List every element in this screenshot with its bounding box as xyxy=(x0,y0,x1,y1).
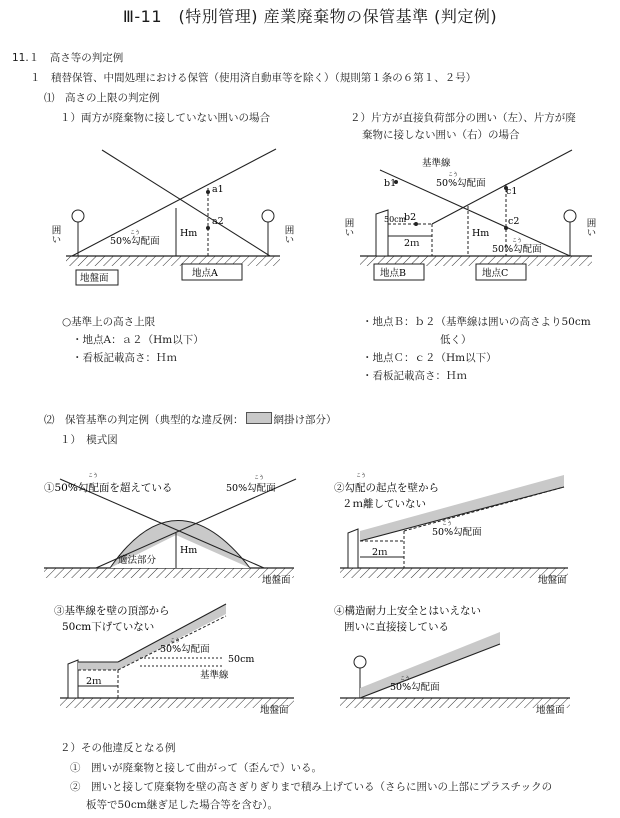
other-item-1: ① 囲いが廃棄物と接して曲がって（歪んで）いる。 xyxy=(70,762,322,774)
d3-slope-label: 50%勾配面 xyxy=(160,644,210,655)
d1-ground-label: 地盤面 xyxy=(262,575,291,586)
d3-cm50-label: 50cm xyxy=(228,654,255,665)
model-heading: １） 模式図 xyxy=(60,434,118,446)
wall-block xyxy=(348,529,358,568)
d1-title: ①50%勾配面を超えている xyxy=(44,482,173,494)
wall-left-label: 囲い xyxy=(49,225,61,244)
slope-label: 50%勾配面 xyxy=(110,236,160,247)
d3-title-2: 50cm下げていない xyxy=(62,621,155,633)
d2-2m-label: 2ｍ xyxy=(372,547,388,558)
wall-right-label: 囲い xyxy=(282,225,294,244)
base-label: 基準線 xyxy=(422,158,451,169)
d4-ground-label: 地盤面 xyxy=(536,705,565,716)
other-item-2-cont: 板等で50cm継ぎ足した場合等を含む）。 xyxy=(86,799,278,811)
wall-left-post xyxy=(72,210,84,222)
other-item-2: ② 囲いと接して廃棄物を壁の高さぎりぎりまで積み上げている（さらに囲いの上部にプラスチックの xyxy=(70,781,553,793)
slope-top-ruby: こう xyxy=(448,172,459,178)
d4-title-2: 囲いに直接接している xyxy=(344,621,449,633)
case2-note-1: ・地点Ｂ：ｂ２（基準線は囲いの高さより50cm xyxy=(362,316,591,328)
wall-left-label: 囲い xyxy=(342,218,354,237)
b2-label: b2 xyxy=(404,212,417,223)
d4-slope-label: 50%勾配面 xyxy=(390,682,440,693)
violation-diagram-3 xyxy=(40,598,310,720)
subsection-heading: １ 積替保管、中間処理における保管（使用済自動車等を除く）（規則第１条の６第１、２号） xyxy=(30,72,477,84)
case2-note-2: 低く） xyxy=(440,334,472,346)
hm-label: Hm xyxy=(472,228,490,239)
point-c-label: 地点C xyxy=(482,268,509,279)
case1-heading: １）両方が廃棄物に接していない囲いの場合 xyxy=(60,112,270,124)
d1-slope-label: 50%勾配面 xyxy=(226,483,276,494)
part1-heading: ⑴ 高さの上限の判定例 xyxy=(44,92,160,104)
case1-note-1: ○基準上の高さ上限 xyxy=(62,316,156,328)
d4-title-1: ④構造耐力上安全とはいえない xyxy=(334,605,481,617)
d1-hm-label: Hm xyxy=(180,545,198,556)
ground-hatch xyxy=(66,256,280,266)
hm-label: Hm xyxy=(180,228,198,239)
wall-post xyxy=(354,656,366,668)
ground-hatch xyxy=(340,568,568,578)
part2-heading xyxy=(44,412,337,427)
d2-slope-label: 50%勾配面 xyxy=(432,527,482,538)
m2-label: 2ｍ xyxy=(404,238,420,249)
d3-title-1: ③基準線を壁の頂部から xyxy=(54,605,170,617)
a1-label: a1 xyxy=(212,184,224,195)
ground-hatch xyxy=(44,568,294,578)
a2-dot xyxy=(206,226,210,230)
other-heading: ２）その他違反となる例 xyxy=(60,742,176,754)
wall-right-label: 囲い xyxy=(584,218,596,237)
point-a-label: 地点A xyxy=(192,268,218,279)
d3-ground-label: 地盤面 xyxy=(260,705,289,716)
c2-label: c2 xyxy=(508,216,520,227)
c1-label: c1 xyxy=(506,186,518,197)
violation-diagram-1 xyxy=(40,465,310,590)
part2-heading-post: 網掛け部分） xyxy=(273,414,337,426)
d2-slope-ruby: こう xyxy=(442,521,453,527)
d2-title-2: ２ｍ離していない xyxy=(342,498,426,510)
slope-bottom-label: 50%勾配面 xyxy=(492,244,542,255)
d3-slope-ruby: こう xyxy=(170,638,181,644)
legend-swatch xyxy=(246,412,272,424)
page-title: Ⅲ-11 (特別管理) 産業廃棄物の保管基準 (判定例) xyxy=(122,7,498,26)
case1-note-2: ・地点A：ａ２（Hm以下） xyxy=(72,334,204,346)
point-b-label: 地点B xyxy=(380,268,406,279)
ground-label: 地盤面 xyxy=(80,273,109,284)
case2-note-4: ・看板記載高さ：Ｈｍ xyxy=(362,370,467,382)
case2-diagram xyxy=(340,140,620,290)
a1-dot xyxy=(206,190,210,194)
case2-note-3: ・地点Ｃ：ｃ２（Hm以下） xyxy=(362,352,497,364)
wall-right-post xyxy=(262,210,274,222)
ground-hatch xyxy=(60,698,294,708)
d4-slope-ruby: こう xyxy=(400,676,411,682)
d1-title-ruby: こう xyxy=(88,473,99,479)
violation-diagram-2 xyxy=(320,465,590,590)
d3-base-label: 基準線 xyxy=(200,670,229,681)
d2-title-1: ②勾配の起点を壁から xyxy=(334,482,439,494)
wall-right-post xyxy=(564,210,576,222)
case2-heading-line2: 棄物に接しない囲い（右）の場合 xyxy=(362,129,520,141)
a2-label: a2 xyxy=(212,216,224,227)
d2-ground-label: 地盤面 xyxy=(538,575,567,586)
case1-note-3: ・看板記載高さ：Ｈｍ xyxy=(72,352,177,364)
slope-top-label: 50%勾配面 xyxy=(436,178,486,189)
violation-diagram-4 xyxy=(320,598,590,720)
d1-slope-ruby: こう xyxy=(254,475,265,481)
part2-heading-pre: ⑵ 保管基準の判定例（典型的な違反例： xyxy=(44,414,244,426)
d2-title-ruby: こう xyxy=(356,473,367,479)
case1-diagram xyxy=(0,140,310,290)
cm50-label: 50cm xyxy=(384,215,407,224)
section-heading: 11.１ 高さ等の判定例 xyxy=(12,52,124,64)
wall-block xyxy=(68,660,78,698)
d1-legal-label: 適法部分 xyxy=(118,555,157,566)
d3-2m-label: 2ｍ xyxy=(86,676,102,687)
slope-bottom-ruby: こう xyxy=(512,238,523,244)
b1-label: b1 xyxy=(384,178,397,189)
slope-ruby: こう xyxy=(130,230,141,236)
case2-heading-line1: ２）片方が直接負荷部分の囲い（左）、片方が廃 xyxy=(350,112,576,124)
